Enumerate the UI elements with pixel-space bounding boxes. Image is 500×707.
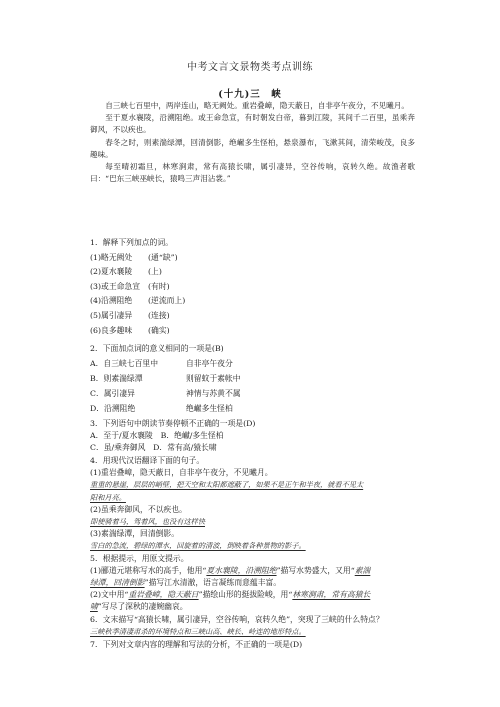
q5-answer: 绿潭，回清倒影	[90, 578, 145, 588]
q1-gloss: (通“缺”)	[148, 252, 178, 262]
passage-paragraph: 至于夏水襄陵，沿溯阻绝。或王命急宣，有时朝发白帝，暮到江陵，其间千二百里，虽乘奔御风，不以疾也。	[90, 113, 415, 135]
q2-option	[90, 374, 415, 384]
q4-answer: 重重的悬崖，层层的峭壁，把天空和太阳都遮蔽了，如果不是正午和半夜，就看不见太	[90, 480, 364, 490]
q5-answer: 素湍	[354, 566, 371, 576]
q5-answer: 啸	[90, 602, 98, 612]
q4-answer: 即使骑着马，驾着风，也没有这样快	[90, 517, 206, 527]
question-1-stem: 1．解释下列加点的词。	[90, 238, 173, 247]
passage-paragraph: 每至晴初霜旦，林寒涧肃，常有高猿长啸，属引凄异，空谷传响，哀转久绝。故渔者歌曰：“巴东三峡巫峡长，猿鸣三声泪沾裳。”	[90, 162, 415, 184]
question-6-stem: 6．文末描写“高猿长啸，属引凄异，空谷传响，哀转久绝”，突现了三峡的什么特点？	[90, 614, 384, 624]
q2-option-a: C．属引凄异	[90, 389, 135, 399]
q2-option-a: D．沿溯阻绝	[90, 404, 136, 414]
q2-option-b: 则留蚊于素帐中	[186, 373, 241, 383]
q5-part-1-cont	[90, 578, 415, 588]
q5-part-1	[90, 566, 415, 576]
question-5-stem: 5．根据提示，用原文提示。	[90, 554, 189, 564]
q2-option-b: 自非亭午夜分	[186, 358, 233, 368]
q1-item	[90, 296, 415, 306]
q5-text: ”描绘山形的挺拔险峻，用“	[198, 590, 293, 600]
q2-option	[90, 389, 415, 399]
q5-text: ”描写江水清澈，语言凝练而意蕴丰富。	[144, 578, 282, 588]
q2-option-b: 绝𪩘多生怪柏	[186, 404, 233, 414]
question-7-stem: 7．下列对文章内容的理解和写法的分析，不正确的一项是(D)	[90, 639, 303, 649]
q1-gloss: (确实)	[148, 325, 170, 335]
q3-options-row: C．虽/乘奔御风 D．常有高/猿长啸	[90, 443, 217, 453]
questions	[90, 238, 415, 650]
q5-answer: 林寒涧肃，常有高猿长	[292, 590, 371, 600]
q1-item	[90, 311, 415, 321]
q4-answer: 雪白的急流，碧绿的潭水，回旋着的清波，倒映着各种景物的影子。	[90, 541, 306, 551]
q4-sentence: (2)虽乘奔御风，不以疾也。	[90, 504, 187, 514]
q5-part-2	[90, 590, 415, 600]
q2-option-a: B．则素湍绿潭	[90, 373, 143, 383]
q3-options-row: A．至于/夏水襄陵 B．绝𪩘/多生怪柏	[90, 431, 224, 441]
q1-term: (5)属引凄异	[90, 310, 133, 320]
q5-answer: 重岩叠嶂，隐天蔽日	[128, 590, 199, 600]
document-title: 中考文言文景物类考点训练	[187, 62, 313, 73]
q1-item	[90, 267, 415, 277]
question-3-stem: 3．下列语句中朗读节奏停顿不正确的一项是(D)	[90, 419, 256, 429]
q5-part-2-cont	[90, 602, 415, 612]
q4-answer: 阳和月亮。	[90, 492, 126, 502]
q5-text: (2)文中用“	[90, 590, 129, 600]
q1-item	[90, 326, 415, 336]
q1-term: (1)略无阙处	[90, 252, 133, 262]
question-2-stem: 2．下面加点词的意义相同的一项是(B)	[90, 343, 224, 353]
passage	[90, 100, 415, 185]
q4-sentence: (3)素湍绿潭，回清倒影。	[90, 529, 180, 539]
q5-answer: 夏水襄陵，沿溯阻绝	[206, 566, 277, 576]
q1-term: (6)良多趣味	[90, 325, 133, 335]
passage-paragraph: 春冬之时，则素湍绿潭，回清倒影，绝𪩘多生怪柏，悬泉瀑布，飞漱其间，清荣峻茂，良多趣味。	[90, 137, 415, 159]
q1-item	[90, 253, 415, 263]
q2-option	[90, 359, 415, 369]
q1-term: (3)或王命急宣	[90, 281, 141, 291]
q4-sentence: (1)重岩叠嶂，隐天蔽日，自非亭午夜分，不见曦月。	[90, 467, 273, 477]
q2-option-b: 神情与苏黄不属	[186, 389, 241, 399]
q1-term: (4)沿溯阻绝	[90, 296, 133, 306]
q1-gloss: (有时)	[148, 281, 170, 291]
q2-option	[90, 404, 415, 414]
passage-paragraph: 自三峡七百里中，两岸连山，略无阙处。重岩叠嶂，隐天蔽日，自非亭午夜分，不见曦月。	[105, 101, 409, 110]
q6-answer: 三峡秋季清凄肃杀的环境特点和三峡山高、峡长、岭连的地形特点。	[90, 627, 306, 637]
q1-item	[90, 282, 415, 292]
q5-text: (1)郦道元堪称写水的高手，他用“	[90, 566, 207, 576]
question-4-stem: 4．用现代汉语翻译下面的句子。	[90, 455, 205, 465]
q1-gloss: (逆流而上)	[148, 296, 186, 306]
q1-term: (2)夏水襄陵	[90, 267, 133, 277]
lesson-title: (十九)三 峡	[218, 89, 282, 100]
q1-gloss: (上)	[148, 267, 162, 277]
q2-option-a: A．自三峡七百里中	[90, 358, 159, 368]
q1-gloss: (连接)	[148, 310, 170, 320]
q5-text: ”描写水势盛大，又用“	[276, 566, 355, 576]
q5-text: ”写尽了深秋的凄婉幽哀。	[97, 602, 188, 612]
